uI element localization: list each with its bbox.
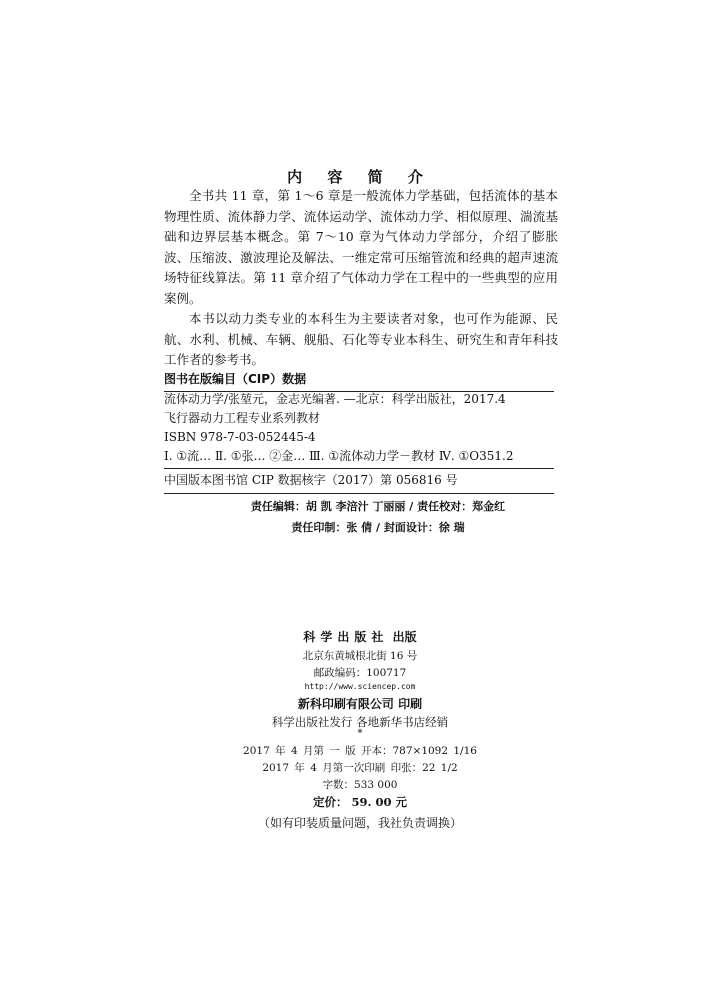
printer-suffix: 印刷 xyxy=(398,697,423,711)
cip-record-number: 中国版本图书馆 CIP 数据核字（2017）第 056816 号 xyxy=(164,470,554,494)
distribution-line: 科学出版社发行 各地新华书店经销 xyxy=(271,715,449,729)
cip-line: 流体动力学/张堃元，金志光编著. —北京：科学出版社，2017.4 xyxy=(164,392,506,406)
publisher-suffix: 出版 xyxy=(392,630,417,644)
cip-header: 图书在版编目（CIP）数据 xyxy=(164,370,554,392)
price: 定价： 59. 00 元 xyxy=(312,795,408,809)
production-credits: 责任印制：张 倩 / 封面设计：徐 瑞 xyxy=(291,521,465,534)
publisher-postcode: 邮政编码：100717 xyxy=(313,667,407,679)
summary-paragraph: 全书共 11 章，第 1～6 章是一般流体力学基础，包括流体的基本物理性质、流体静力学、流体运动学、流体动力学、相似原理、湍流基础和边界层基本概念。第 7～10 章为气体动力学部分，介绍了膨胀波、压缩波、激波理论及解法、一维定常可压缩管流和经典的超声速流场特征线算法。第 11 章介绍了气体动力学在工程中的一些典型的应用案例。 xyxy=(164,188,558,306)
quality-notice: （如有印装质量问题，我社负责调换） xyxy=(257,816,462,830)
cip-line: 飞行器动力工程专业系列教材 xyxy=(164,411,321,425)
publisher-address: 北京东黄城根北街 16 号 xyxy=(302,650,418,662)
publisher-name: 科学出版社 xyxy=(303,630,389,644)
word-count: 字数：533 000 xyxy=(322,779,398,791)
printer-name: 新科印刷有限公司 xyxy=(297,697,394,711)
cip-line: Ⅰ. ①流… Ⅱ. ①张… ②金… Ⅲ. ①流体动力学－教材 Ⅳ. ①O351.2 xyxy=(164,449,514,463)
summary-title: 内 容 简 介 xyxy=(287,168,433,186)
separator-mark: * xyxy=(357,728,363,739)
edition-line: 2017 年 4 月第 一 版 开本：787×1092 1/16 xyxy=(243,745,477,757)
cip-line: ISBN 978-7-03-052445-4 xyxy=(164,430,316,444)
summary-paragraph: 本书以动力类专业的本科生为主要读者对象，也可作为能源、民航、水利、机械、车辆、舰船、石化等专业本科生、研究生和青年科技工作者的参考书。 xyxy=(164,311,558,367)
printing-line: 2017 年 4 月第一次印刷 印张：22 1/2 xyxy=(262,762,458,774)
editor-credits: 责任编辑：胡 凯 李涪汁 丁丽丽 / 责任校对：郑金红 xyxy=(250,500,506,513)
cip-record xyxy=(164,390,554,469)
printer-line xyxy=(0,695,720,712)
publisher-url: http://www.sciencep.com xyxy=(304,682,416,691)
publisher-line xyxy=(0,628,720,645)
summary-section xyxy=(164,186,558,371)
